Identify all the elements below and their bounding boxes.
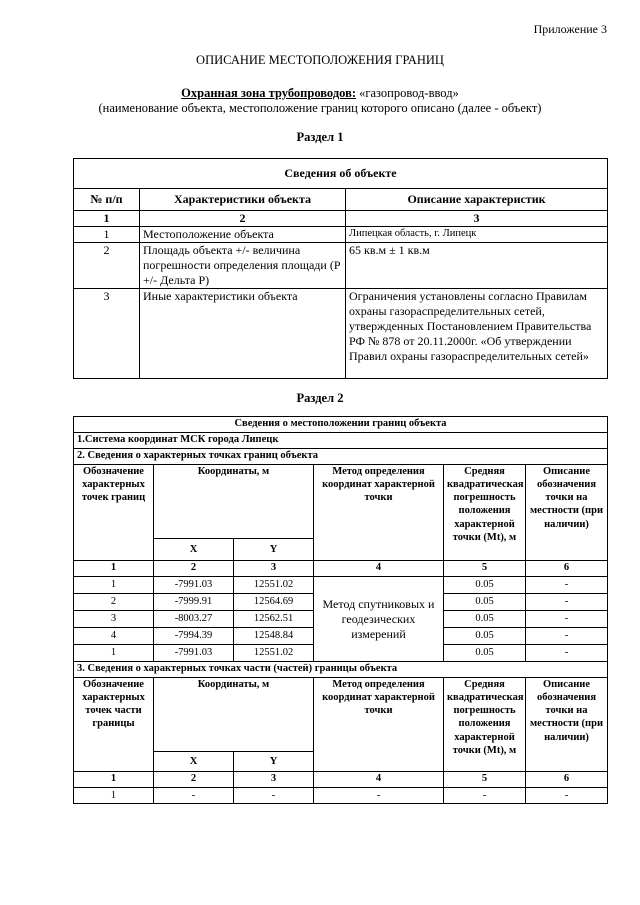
point-y: 12551.02 xyxy=(234,645,314,662)
method-cell: Метод спутниковых и геодезических измерений xyxy=(314,577,444,662)
boundary-table-title: Сведения о местоположении границ объекта xyxy=(74,417,608,433)
header-desc: Описание обозначения точки на местности (при наличии) xyxy=(526,465,608,561)
subsection-points: 2. Сведения о характерных точках границ объекта xyxy=(74,449,608,465)
col-number: 6 xyxy=(526,561,608,577)
col-number: 3 xyxy=(234,772,314,788)
part-point-desc: - xyxy=(526,788,608,804)
header-coords: Координаты, м xyxy=(154,678,314,752)
header-coords: Координаты, м xyxy=(154,465,314,539)
col-number: 1 xyxy=(74,561,154,577)
zone-label: Охранная зона трубопроводов: xyxy=(181,86,356,100)
subsection-coordinate-system: 1.Система координат МСК города Липецк xyxy=(74,433,608,449)
point-desc: - xyxy=(526,628,608,645)
zone-note: (наименование объекта, местоположение границ которого описано (далее - объект) xyxy=(98,101,542,115)
col-number: 4 xyxy=(314,561,444,577)
col-number: 3 xyxy=(234,561,314,577)
point-desc: - xyxy=(526,645,608,662)
zone-line xyxy=(0,86,640,101)
row-description: Липецкая область, г. Липецк xyxy=(346,227,608,243)
point-x: -7991.03 xyxy=(154,577,234,594)
col-number: 4 xyxy=(314,772,444,788)
zone-value: «газопровод-ввод» xyxy=(356,86,459,100)
point-number: 1 xyxy=(74,645,154,662)
col-number: 2 xyxy=(140,211,346,227)
document-title: ОПИСАНИЕ МЕСТОПОЛОЖЕНИЯ ГРАНИЦ xyxy=(196,53,444,67)
part-point-method: - xyxy=(314,788,444,804)
header-x: X xyxy=(154,752,234,772)
col-number: 5 xyxy=(444,772,526,788)
point-y: 12548.84 xyxy=(234,628,314,645)
point-x: -7991.03 xyxy=(154,645,234,662)
header-point: Обозначение характерных точек границ xyxy=(74,465,154,561)
point-number: 1 xyxy=(74,577,154,594)
point-error: 0.05 xyxy=(444,611,526,628)
row-characteristic: Площадь объекта +/- величина погрешности определения площади (Р +/- Дельта Р) xyxy=(140,243,346,289)
appendix-label: Приложение 3 xyxy=(533,22,607,36)
header-description: Описание характеристик xyxy=(346,189,608,211)
row-characteristic: Иные характеристики объекта xyxy=(140,289,346,379)
section1-title: Раздел 1 xyxy=(296,130,344,144)
point-y: 12564.69 xyxy=(234,594,314,611)
part-point-number: 1 xyxy=(74,788,154,804)
point-desc: - xyxy=(526,577,608,594)
point-x: -8003.27 xyxy=(154,611,234,628)
col-number: 2 xyxy=(154,561,234,577)
header-desc: Описание обозначения точки на местности (при наличии) xyxy=(526,678,608,772)
header-method: Метод определения координат характерной точки xyxy=(314,678,444,772)
point-number: 2 xyxy=(74,594,154,611)
row-characteristic: Местоположение объекта xyxy=(140,227,346,243)
row-description: Ограничения установлены согласно Правилам охраны газораспределительных сетей, утвержденных Постановлением Правительства РФ № 878 от 20.11.2000г. «Об утверждении Правил охраны газораспределительных сетей» xyxy=(346,289,608,379)
point-desc: - xyxy=(526,594,608,611)
table-row xyxy=(74,577,608,594)
header-error: Средняя квадратическая погрешность положения характерной точки (Mt), м xyxy=(444,465,526,561)
boundary-table xyxy=(73,416,608,804)
table-row xyxy=(74,243,608,289)
point-number: 4 xyxy=(74,628,154,645)
object-info-table xyxy=(73,158,608,379)
header-error: Средняя квадратическая погрешность положения характерной точки (Mt), м xyxy=(444,678,526,772)
point-y: 12562.51 xyxy=(234,611,314,628)
point-x: -7999.91 xyxy=(154,594,234,611)
point-error: 0.05 xyxy=(444,645,526,662)
part-point-y: - xyxy=(234,788,314,804)
col-number: 3 xyxy=(346,211,608,227)
point-error: 0.05 xyxy=(444,594,526,611)
object-info-title: Сведения об объекте xyxy=(74,159,608,189)
point-error: 0.05 xyxy=(444,577,526,594)
col-number: 1 xyxy=(74,211,140,227)
table-row xyxy=(74,289,608,379)
row-number: 2 xyxy=(74,243,140,289)
point-x: -7994.39 xyxy=(154,628,234,645)
header-y: Y xyxy=(234,752,314,772)
subsection-part-points: 3. Сведения о характерных точках части (частей) границы объекта xyxy=(74,662,608,678)
part-point-error: - xyxy=(444,788,526,804)
row-description: 65 кв.м ± 1 кв.м xyxy=(346,243,608,289)
section2-title: Раздел 2 xyxy=(296,391,344,405)
point-number: 3 xyxy=(74,611,154,628)
point-error: 0.05 xyxy=(444,628,526,645)
part-point-x: - xyxy=(154,788,234,804)
header-x: X xyxy=(154,539,234,561)
row-number: 3 xyxy=(74,289,140,379)
table-row xyxy=(74,788,608,804)
point-y: 12551.02 xyxy=(234,577,314,594)
header-y: Y xyxy=(234,539,314,561)
header-num: № п/п xyxy=(74,189,140,211)
row-number: 1 xyxy=(74,227,140,243)
header-point: Обозначение характерных точек части границы xyxy=(74,678,154,772)
header-characteristic: Характеристики объекта xyxy=(140,189,346,211)
point-desc: - xyxy=(526,611,608,628)
col-number: 5 xyxy=(444,561,526,577)
col-number: 1 xyxy=(74,772,154,788)
table-row xyxy=(74,227,608,243)
header-method: Метод определения координат характерной точки xyxy=(314,465,444,561)
col-number: 2 xyxy=(154,772,234,788)
col-number: 6 xyxy=(526,772,608,788)
